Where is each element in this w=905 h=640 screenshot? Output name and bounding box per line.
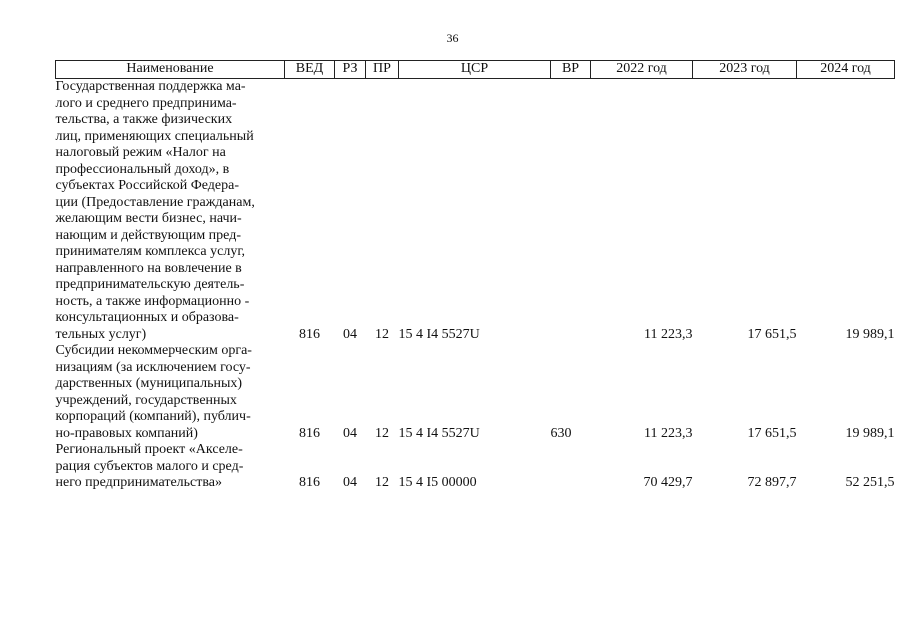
- cell-rz: 04: [343, 475, 357, 490]
- cell-name: [56, 343, 285, 442]
- page-number: 36: [446, 31, 459, 45]
- header-rz: РЗ: [335, 61, 366, 79]
- name-line: ность, а также информационно -: [55, 293, 250, 309]
- cell-rz: 04: [343, 425, 357, 441]
- name-line: учреждений, государственных: [55, 392, 237, 408]
- header-ved: ВЕД: [285, 61, 335, 79]
- cell-vr: [551, 442, 591, 492]
- table-row: [56, 343, 895, 442]
- header-2022: 2022 год: [591, 61, 693, 79]
- name-line: Субсидии некоммерческим орга-: [55, 343, 252, 358]
- cell-2024: 19 989,1: [845, 326, 895, 342]
- cell-vr: 630: [550, 425, 572, 441]
- cell-pr: 12: [375, 425, 389, 441]
- name-line: рация субъектов малого и сред-: [55, 458, 244, 474]
- name-line: тельства, а также физических: [55, 112, 233, 127]
- name-line: Региональный проект «Акселе-: [55, 442, 243, 457]
- table-header-row: [56, 61, 895, 79]
- name-line: консультационных и образова-: [55, 310, 239, 325]
- cell-2022: 70 429,7: [643, 475, 693, 490]
- name-line: принимателям комплекса услуг,: [55, 244, 245, 259]
- cell-2024: 52 251,5: [845, 475, 895, 490]
- header-csr: ЦСР: [399, 61, 551, 79]
- cell-rz: 04: [343, 326, 357, 342]
- cell-ved: 816: [299, 326, 320, 342]
- table-row: [56, 79, 895, 344]
- name-line: него предпринимательства»: [55, 475, 223, 490]
- cell-ved: 816: [299, 425, 320, 441]
- header-pr: ПР: [366, 61, 399, 79]
- cell-2023: 72 897,7: [747, 475, 797, 490]
- cell-2024: 19 989,1: [845, 425, 895, 441]
- cell-vr: [551, 79, 591, 344]
- name-line: профессиональный доход», в: [55, 161, 230, 177]
- cell-2023: 17 651,5: [747, 326, 797, 342]
- cell-csr: 15 4 I4 5527U: [398, 326, 480, 342]
- cell-pr: 12: [375, 326, 389, 342]
- name-line: налоговый режим «Налог на: [55, 145, 226, 160]
- table-body: [56, 79, 895, 492]
- name-line: корпораций (компаний), публич-: [55, 409, 251, 424]
- name-line: но-правовых компаний): [55, 425, 198, 441]
- name-line: желающим вести бизнес, начи-: [55, 211, 242, 226]
- name-line: Государственная поддержка ма-: [55, 79, 246, 94]
- name-line: субъектах Российской Федера-: [55, 178, 239, 193]
- name-line: нающим и действующим пред-: [55, 227, 241, 243]
- cell-name: [56, 79, 285, 344]
- cell-2023: 17 651,5: [747, 425, 797, 441]
- table-row: [56, 442, 895, 492]
- name-line: ции (Предоставление гражданам,: [55, 194, 255, 210]
- name-line: дарственных (муниципальных): [55, 376, 243, 391]
- name-line: низациям (за исключением госу-: [55, 359, 251, 375]
- name-line: лиц, применяющих специальный: [55, 128, 254, 144]
- name-line: лого и среднего предпринима-: [55, 95, 237, 111]
- budget-table: [55, 60, 895, 492]
- cell-2022: 11 223,3: [644, 326, 693, 342]
- name-line: тельных услуг): [55, 326, 147, 342]
- cell-ved: 816: [299, 475, 320, 490]
- cell-csr: 15 4 I4 5527U: [398, 425, 480, 441]
- header-2024: 2024 год: [797, 61, 895, 79]
- cell-2022: 11 223,3: [644, 425, 693, 441]
- header-2023: 2023 год: [693, 61, 797, 79]
- cell-name: [56, 442, 285, 492]
- name-line: предпринимательскую деятель-: [55, 277, 245, 292]
- header-vr: ВР: [551, 61, 591, 79]
- cell-csr: 15 4 I5 00000: [398, 475, 477, 490]
- cell-pr: 12: [375, 475, 389, 490]
- header-name: Наименование: [56, 61, 285, 79]
- name-line: направленного на вовлечение в: [55, 260, 242, 276]
